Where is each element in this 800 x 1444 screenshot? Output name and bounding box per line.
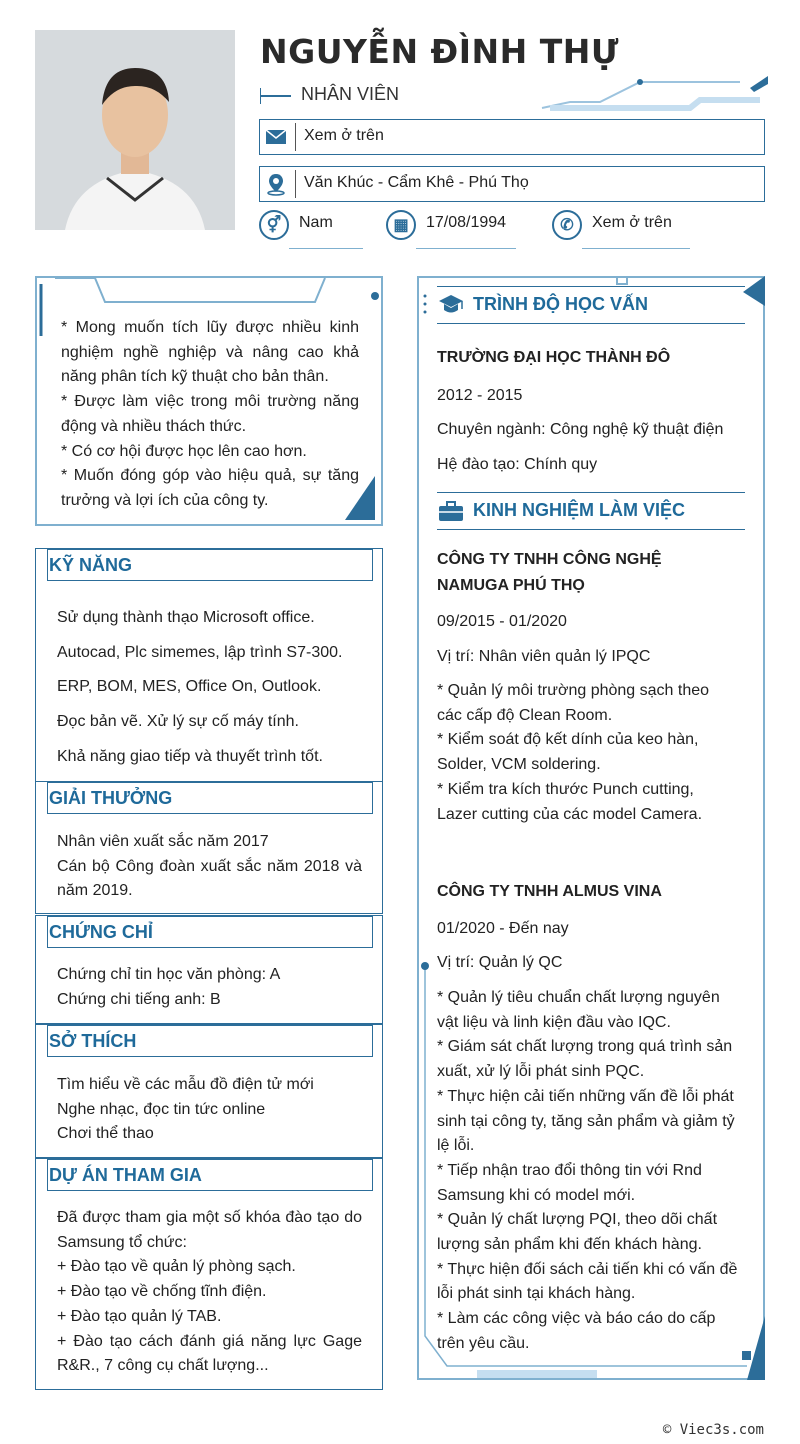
- full-name: NGUYỄN ĐÌNH THỰ: [260, 32, 619, 71]
- projects-heading: DỰ ÁN THAM GIA: [49, 1165, 202, 1185]
- job-position: Vị trí: Quản lý QC: [437, 954, 563, 971]
- education-major: Chuyên ngành: Công nghệ kỹ thuật điện: [437, 421, 724, 438]
- person-photo-icon: [35, 30, 235, 230]
- certificate-item: Chứng chỉ tin học văn phòng: A: [57, 966, 281, 983]
- skill-item: Khả năng giao tiếp và thuyết trình tốt.: [57, 747, 323, 765]
- skill-item: ERP, BOM, MES, Office On, Outlook.: [57, 678, 322, 696]
- duty-item: * Kiểm tra kích thước Punch cutting, Lazer cutting của các model Camera.: [437, 780, 703, 823]
- duty-item: * Quản lý chất lượng PQI, theo dõi chất lượng sản phẩm khi đến khách hàng.: [437, 1211, 718, 1254]
- objective-line: * Có cơ hội được học lên cao hơn.: [61, 442, 307, 460]
- project-item: + Đào tạo cách đánh giá năng lực Gage R&R., 7 công cụ chất lượng...: [57, 1332, 362, 1375]
- skill-item: Đọc bản vẽ. Xử lý sự cố máy tính.: [57, 713, 299, 731]
- hobbies-heading: SỞ THÍCH: [49, 1031, 137, 1051]
- objective-line: * Muốn đóng góp vào hiệu quả, sự tăng trưởng và lợi ích của công ty.: [61, 467, 359, 509]
- phone-icon: ✆: [552, 210, 582, 240]
- section-heading: [47, 1025, 373, 1057]
- email-icon: [264, 125, 288, 149]
- hobby-item: Chơi thể thao: [57, 1125, 154, 1143]
- education-period: 2012 - 2015: [437, 387, 523, 404]
- experience-heading: KINH NGHIỆM LÀM VIỆC: [473, 500, 686, 520]
- job-title: NHÂN VIÊN: [301, 84, 400, 104]
- awards-list: [57, 830, 362, 904]
- birthday-item: [386, 210, 516, 250]
- duty-item: * Thực hiện cải tiến những vấn đề lỗi phát sinh tại công ty, tăng sản phẩm và giảm tỷ lệ lỗi.: [437, 1087, 735, 1155]
- hobby-item: Tìm hiểu về các mẫu đồ điện tử mới: [57, 1076, 314, 1093]
- objective-line: * Được làm việc trong môi trường năng động và nhiều thách thức.: [61, 393, 359, 435]
- email-row: [259, 119, 765, 155]
- duty-item: * Giám sát chất lượng trong quá trình sản xuất, xử lý lỗi phát sinh PQC.: [437, 1038, 733, 1081]
- duty-item: * Kiểm soát độ kết dính của keo hàn, Solder, VCM soldering.: [437, 731, 699, 774]
- award-item: Nhân viên xuất sắc năm 2017: [57, 833, 269, 850]
- section-heading: [47, 1159, 373, 1191]
- award-item: Cán bộ Công đoàn xuất sắc năm 2018 và năm 2019.: [57, 857, 362, 900]
- objective-text: [61, 316, 359, 514]
- company-name: CÔNG TY TNHH CÔNG NGHỆ NAMUGA PHÚ THỌ: [437, 551, 662, 594]
- certificates-heading: CHỨNG CHỈ: [49, 922, 153, 942]
- job-position: Vị trí: Nhân viên quản lý IPQC: [437, 648, 651, 665]
- duty-item: * Thực hiện đối sách cải tiến khi có vấn đề lỗi phát sinh tại khách hàng.: [437, 1260, 738, 1303]
- project-item: + Đào tạo về chống tĩnh điện.: [57, 1283, 267, 1301]
- copyright: © Viec3s.com: [662, 1422, 764, 1438]
- separator: [295, 170, 296, 198]
- separator: [295, 123, 296, 151]
- phone-item: [552, 210, 690, 250]
- job-duties: [437, 679, 737, 827]
- objective-box: [35, 276, 383, 526]
- hobbies-list: [57, 1073, 362, 1147]
- underline: [416, 248, 516, 249]
- gender-icon: ⚥: [259, 210, 289, 240]
- address-value: Văn Khúc - Cẩm Khê - Phú Thọ: [304, 174, 529, 191]
- duty-item: * Tiếp nhận trao đổi thông tin với Rnd Samsung khi có model mới.: [437, 1161, 702, 1204]
- section-heading: [47, 916, 373, 948]
- profile-photo: [35, 30, 235, 230]
- school-name: TRƯỜNG ĐẠI HỌC THÀNH ĐÔ: [437, 349, 671, 366]
- job-period: 01/2020 - Đến nay: [437, 920, 569, 937]
- gender-item: [259, 210, 363, 250]
- underline: [289, 248, 363, 249]
- projects-list: [57, 1206, 362, 1379]
- job-period: 09/2015 - 01/2020: [437, 613, 567, 630]
- section-heading: [47, 782, 373, 814]
- duty-item: * Làm các công việc và báo cáo do cấp trên yêu cầu.: [437, 1310, 716, 1352]
- section-heading: [47, 549, 373, 581]
- skill-item: Autocad, Plc simemes, lập trình S7-300.: [57, 643, 343, 661]
- underline: [582, 248, 690, 249]
- objective-line: * Mong muốn tích lũy được nhiều kinh nghiệm nghề nghiệp và nâng cao khả năng phân tích kỹ thuật cho bản thân.: [61, 319, 359, 386]
- birthday-value: 17/08/1994: [426, 214, 507, 231]
- hobbies-section: [35, 1024, 383, 1158]
- skill-item: Sử dụng thành thạo Microsoft office.: [57, 609, 315, 626]
- email-value: Xem ở trên: [304, 127, 384, 144]
- experience-heading-bar: [437, 492, 745, 530]
- awards-section: [35, 781, 383, 914]
- education-mode: Hệ đào tạo: Chính quy: [437, 456, 598, 473]
- circuit-decoration: [540, 74, 770, 114]
- certificate-item: Chứng chi tiếng anh: B: [57, 990, 221, 1008]
- project-item: + Đào tạo về quản lý phòng sạch.: [57, 1258, 296, 1276]
- gender-value: Nam: [299, 214, 333, 231]
- project-item: Đã được tham gia một số khóa đào tạo do Samsung tổ chức:: [57, 1209, 362, 1251]
- hobby-item: Nghe nhạc, đọc tin tức online: [57, 1100, 266, 1118]
- skills-section: [35, 548, 383, 782]
- duty-item: * Quản lý môi trường phòng sạch theo các cấp độ Clean Room.: [437, 682, 710, 724]
- job-duties: [437, 986, 739, 1357]
- briefcase-icon: [437, 499, 465, 523]
- projects-section: [35, 1158, 383, 1390]
- location-icon: [264, 172, 288, 196]
- skills-list: [57, 601, 362, 775]
- education-heading: TRÌNH ĐỘ HỌC VẤN: [473, 294, 648, 314]
- calendar-icon: ▦: [386, 210, 416, 240]
- certificates-section: [35, 915, 383, 1024]
- awards-heading: GIẢI THƯỞNG: [49, 788, 173, 808]
- company-name: CÔNG TY TNHH ALMUS VINA: [437, 883, 662, 900]
- education-heading-bar: [437, 286, 745, 324]
- skills-heading: KỸ NĂNG: [49, 555, 133, 575]
- address-row: [259, 166, 765, 202]
- phone-value: Xem ở trên: [592, 214, 672, 231]
- project-item: + Đào tạo quản lý TAB.: [57, 1307, 222, 1325]
- duty-item: * Quản lý tiêu chuẩn chất lượng nguyên vật liệu và linh kiện đầu vào IQC.: [437, 989, 720, 1031]
- title-connector: [260, 88, 292, 104]
- certificates-list: [57, 963, 362, 1012]
- graduation-cap-icon: [437, 293, 465, 317]
